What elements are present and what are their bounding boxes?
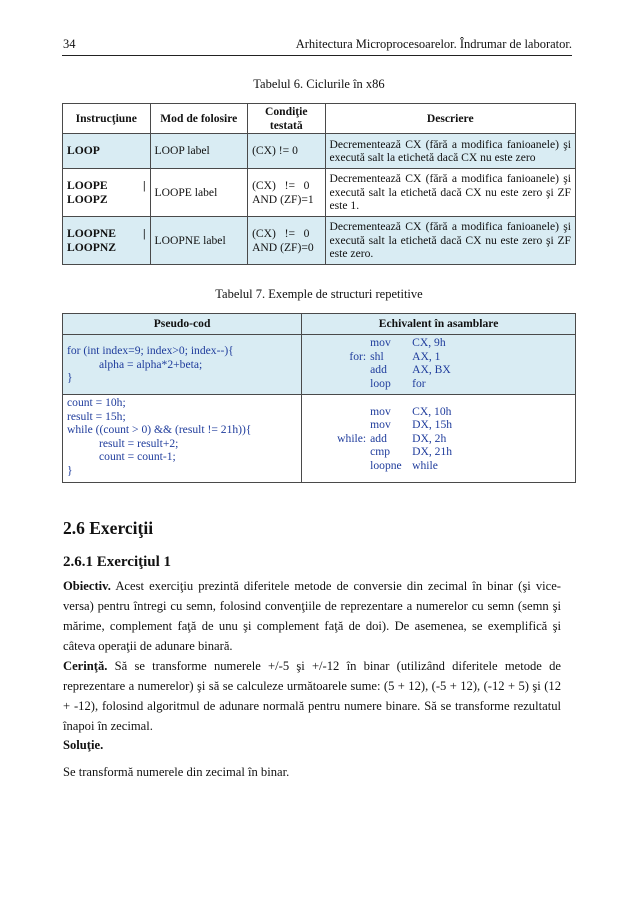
mode-cell: LOOP label	[150, 134, 248, 169]
table-row	[63, 217, 576, 265]
instruction-name: LOOPNE	[67, 227, 116, 241]
running-header-title: Arhitectura Microprocesoarelor. Îndrumar de laborator.	[295, 37, 572, 51]
asm-opcode: loopne	[370, 458, 402, 472]
asm-operands: AX, 1	[412, 349, 441, 363]
condition-line: AND (ZF)=1	[252, 192, 314, 206]
asm-opcode: shl	[370, 349, 384, 363]
objective-label: Obiectiv.	[63, 579, 111, 593]
instruction-alias: LOOPZ	[67, 192, 108, 206]
table6-caption: Tabelul 6. Ciclurile în x86	[253, 77, 385, 91]
code-line: count = 10h;	[67, 396, 126, 409]
instruction-cell	[63, 217, 151, 265]
mode-cell: LOOPE label	[150, 169, 248, 217]
asm-operands: DX, 2h	[412, 431, 447, 445]
asm-opcode: mov	[370, 336, 391, 349]
asm-label	[302, 405, 370, 419]
header-description: Descriere	[325, 104, 576, 134]
asm-label: while:	[337, 431, 367, 445]
assembly-listing	[302, 405, 575, 473]
header-instruction: Instrucţiune	[63, 104, 151, 134]
description-cell: Decrementează CX (fără a modifica fanioanele) şi execută salt la etichetă dacă CX nu este zero	[325, 134, 576, 169]
requirement-text: Să se transforme numerele +/-5 şi +/-12 în binar (utilizând diferitele metode de reprezentare a numerelor) şi să se calculeze următoarele sume: (5 + 12), (-5 + 12), (-12 + 5) şi (12 + -12), folosind algoritmul de adunare normală pentru numere binare. Să se transforme rezultatul înapoi în zecimal.	[63, 659, 562, 733]
asm-label	[302, 459, 370, 473]
asm-label	[302, 336, 370, 350]
condition-cell: (CX) != 0	[248, 134, 325, 169]
instruction-alias: LOOPNZ	[67, 240, 116, 254]
pseudocode-cell	[63, 395, 302, 483]
code-line: result = result+2;	[99, 436, 179, 450]
table-row	[63, 134, 576, 169]
asm-label	[302, 363, 370, 377]
asm-opcode: add	[370, 431, 387, 445]
code-line: }	[67, 371, 73, 385]
instruction-name: LOOPE	[67, 179, 108, 193]
condition-cell	[248, 169, 325, 217]
instruction-separator: |	[142, 179, 146, 193]
asm-operands: for	[412, 376, 426, 390]
requirement-paragraph	[63, 656, 561, 736]
instruction-cell	[63, 169, 151, 217]
header-condition: Condiţie testată	[248, 104, 325, 134]
asm-opcode: mov	[370, 418, 391, 432]
asm-label	[302, 445, 370, 459]
asm-opcode: add	[370, 363, 387, 377]
header-divider	[62, 55, 572, 56]
asm-opcode: cmp	[370, 445, 391, 459]
code-line: while ((count > 0) && (result != 21h)){	[67, 423, 252, 437]
table-header-row	[63, 314, 576, 335]
header-mode: Mod de folosire	[150, 104, 248, 134]
asm-label	[302, 377, 370, 391]
description-cell: Decrementează CX (fără a modifica fanioanele) şi execută salt la etichetă dacă CX nu este zero şi ZF este 1.	[325, 169, 576, 217]
code-line: }	[67, 463, 73, 477]
code-line: result = 15h;	[67, 409, 126, 423]
objective-text: Acest exerciţiu prezintă diferitele metode de conversie din zecimal în binar (şi vice-versa) pentru întregi cu semn, folosind convenţiile de reprezentare a numerelor cu semn (semn şi mărime, complement faţă de unu şi complement faţă de doi). De asemenea, se exemplifică şi câteva operaţii de adunare binară.	[63, 579, 561, 653]
asm-opcode: loop	[370, 376, 391, 390]
asm-label: for:	[349, 349, 367, 363]
assembly-cell	[302, 335, 576, 395]
code-line: count = count-1;	[99, 450, 176, 464]
mode-cell: LOOPNE label	[150, 217, 248, 265]
table-row	[63, 169, 576, 217]
condition-line: AND (ZF)=0	[252, 240, 314, 254]
asm-operands: while	[412, 458, 438, 472]
assembly-cell	[302, 395, 576, 483]
repetitive-structures-table	[62, 313, 576, 483]
table-header-row	[63, 104, 576, 134]
assembly-listing	[302, 336, 575, 390]
pseudocode-cell	[63, 335, 302, 395]
section-heading: 2.6 Exerciţii	[63, 518, 154, 538]
asm-operands: DX, 15h	[412, 418, 453, 432]
code-line: alpha = alpha*2+beta;	[99, 357, 203, 371]
asm-operands: DX, 21h	[412, 445, 453, 459]
table7-caption: Tabelul 7. Exemple de structuri repetitive	[215, 287, 423, 301]
header-assembly: Echivalent în asamblare	[302, 314, 576, 335]
solution-label: Soluţie.	[63, 738, 104, 752]
condition-cell	[248, 217, 325, 265]
instruction-name: LOOP	[67, 144, 100, 158]
instruction-cell	[63, 134, 151, 169]
requirement-label: Cerinţă.	[63, 659, 108, 673]
asm-opcode: mov	[370, 404, 391, 418]
asm-operands: CX, 9h	[412, 336, 446, 349]
objective-paragraph	[63, 576, 561, 656]
header-pseudocode: Pseudo-cod	[63, 314, 302, 335]
asm-operands: AX, BX	[412, 363, 451, 377]
condition-line: (CX) != 0	[252, 227, 310, 241]
asm-label	[302, 418, 370, 432]
condition-line: (CX) != 0	[252, 179, 310, 193]
table-row	[63, 395, 576, 483]
loop-instructions-table	[62, 103, 576, 265]
instruction-separator: |	[142, 227, 146, 241]
description-cell: Decrementează CX (fără a modifica fanioanele) şi execută salt la etichetă dacă CX nu este zero şi ZF este zero.	[325, 217, 576, 265]
table-row	[63, 335, 576, 395]
asm-operands: CX, 10h	[412, 404, 452, 418]
subsection-heading: 2.6.1 Exerciţiul 1	[63, 554, 172, 570]
code-line: for (int index=9; index>0; index--){	[67, 344, 234, 358]
page-number: 34	[63, 37, 76, 51]
solution-text: Se transformă numerele din zecimal în binar.	[63, 765, 290, 779]
solution-paragraph	[63, 735, 561, 755]
